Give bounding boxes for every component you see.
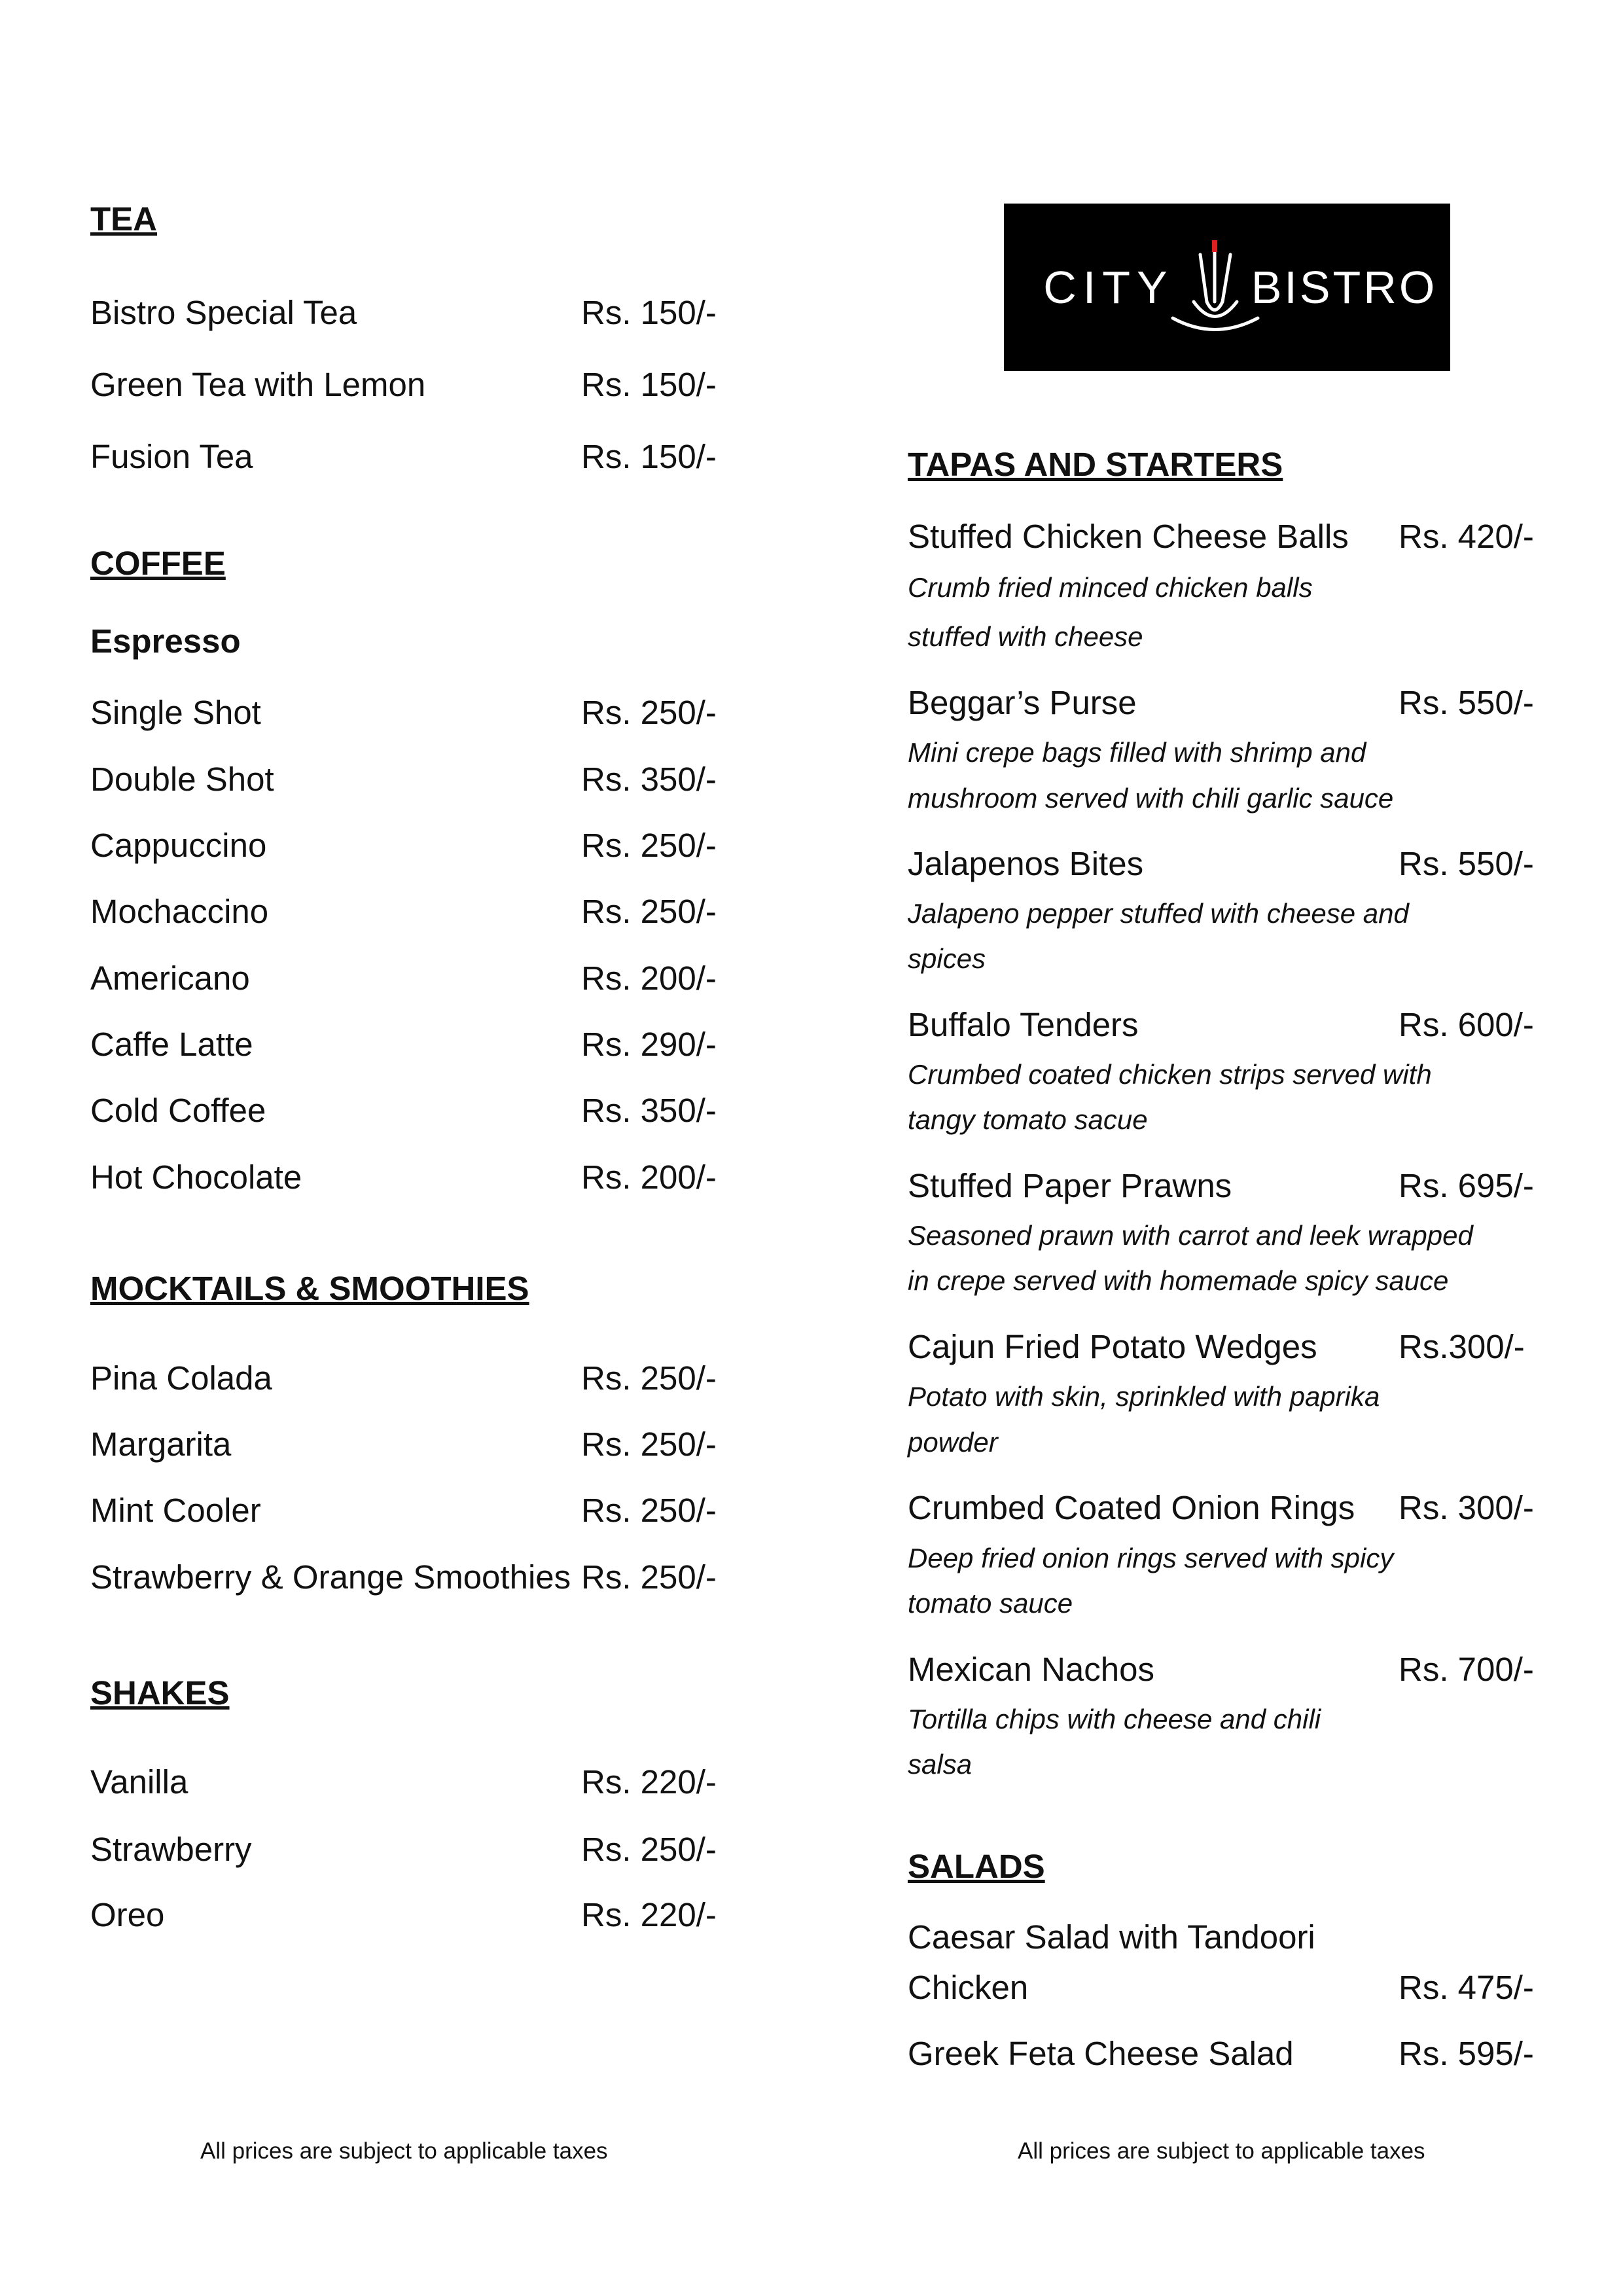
menu-item-price: Rs. 550/-: [1399, 684, 1534, 721]
menu-item-name: Caesar Salad with Tandoori: [908, 1918, 1315, 1956]
menu-item-name: Fusion Tea: [90, 438, 253, 475]
footer-note: All prices are subject to applicable taxes: [200, 2138, 608, 2164]
menu-item-name: Double Shot: [90, 761, 274, 798]
fork-cup-logo-icon: [1004, 204, 1450, 371]
menu-item-name: Buffalo Tenders: [908, 1006, 1139, 1043]
menu-item-description: mushroom served with chili garlic sauce: [908, 783, 1394, 814]
section-heading-tea: TEA: [90, 200, 157, 238]
menu-item-name: Mexican Nachos: [908, 1651, 1154, 1688]
menu-item-price: Rs. 150/-: [581, 438, 717, 475]
menu-item-name: Cappuccino: [90, 827, 267, 864]
menu-item-price: Rs. 550/-: [1399, 845, 1534, 882]
logo: [1004, 204, 1450, 371]
menu-item-name: Caffe Latte: [90, 1026, 253, 1063]
menu-item-price: Rs. 250/-: [581, 1426, 717, 1463]
logo-right-word: BISTRO: [1251, 262, 1438, 313]
section-heading-mocktails: MOCKTAILS & SMOOTHIES: [90, 1270, 529, 1307]
menu-item-name: Oreo: [90, 1896, 165, 1933]
menu-item-name: Strawberry: [90, 1831, 252, 1868]
menu-item-price: Rs. 350/-: [581, 761, 717, 798]
menu-item-price: Rs. 250/-: [581, 694, 717, 731]
menu-item-name: Green Tea with Lemon: [90, 366, 426, 403]
menu-item-price: Rs. 250/-: [581, 1359, 717, 1397]
menu-item-description: spices: [908, 943, 986, 974]
menu-item-description: Deep fried onion rings served with spicy: [908, 1543, 1394, 1573]
menu-item-price: Rs. 600/-: [1399, 1006, 1534, 1043]
menu-item-description: Mini crepe bags filled with shrimp and: [908, 737, 1366, 768]
menu-item-price: Rs. 150/-: [581, 366, 717, 403]
menu-item-name: Mint Cooler: [90, 1492, 261, 1529]
menu-item-price: Rs. 700/-: [1399, 1651, 1534, 1688]
menu-item-price: Rs. 695/-: [1399, 1167, 1534, 1204]
menu-item-name: Crumbed Coated Onion Rings: [908, 1489, 1355, 1526]
menu-item-name: Bistro Special Tea: [90, 294, 357, 331]
menu-item-price: Rs. 200/-: [581, 1158, 717, 1196]
menu-item-name: Americano: [90, 960, 250, 997]
menu-item-description: Potato with skin, sprinkled with paprika: [908, 1381, 1380, 1412]
menu-item-description: stuffed with cheese: [908, 621, 1143, 652]
menu-item-description: Jalapeno pepper stuffed with cheese and: [908, 898, 1409, 929]
menu-item-name: Cajun Fried Potato Wedges: [908, 1328, 1317, 1365]
menu-item-name: Strawberry & Orange Smoothies: [90, 1558, 571, 1596]
menu-item-description: in crepe served with homemade spicy sauce: [908, 1265, 1449, 1296]
menu-item-price: Rs. 200/-: [581, 960, 717, 997]
section-heading-shakes: SHAKES: [90, 1674, 230, 1712]
menu-item-price: Rs. 250/-: [581, 1492, 717, 1529]
menu-item-description: Crumb fried minced chicken balls: [908, 572, 1313, 603]
menu-item-name: Pina Colada: [90, 1359, 272, 1397]
menu-item-price: Rs. 290/-: [581, 1026, 717, 1063]
menu-item-price: Rs. 300/-: [1399, 1489, 1534, 1526]
menu-item-description: tangy tomato sacue: [908, 1104, 1148, 1135]
menu-item-name: Margarita: [90, 1426, 232, 1463]
section-heading-coffee: COFFEE: [90, 545, 226, 582]
menu-item-name: Stuffed Paper Prawns: [908, 1167, 1232, 1204]
menu-item-name: Mochaccino: [90, 893, 269, 930]
menu-item-price: Rs. 595/-: [1399, 2035, 1534, 2072]
menu-item-price: Rs. 250/-: [581, 1558, 717, 1596]
menu-item-price: Rs. 220/-: [581, 1763, 717, 1801]
footer-note: All prices are subject to applicable taxes: [1018, 2138, 1425, 2164]
menu-item-description: salsa: [908, 1749, 972, 1780]
menu-item-price: Rs.300/-: [1399, 1328, 1525, 1365]
menu-item-name: Stuffed Chicken Cheese Balls: [908, 518, 1349, 555]
menu-item-price: Rs. 350/-: [581, 1092, 717, 1129]
menu-item-description: Crumbed coated chicken strips served with: [908, 1059, 1432, 1090]
menu-item-price: Rs. 475/-: [1399, 1969, 1534, 2006]
menu-item-price: Rs. 420/-: [1399, 518, 1534, 555]
menu-item-name: Jalapenos Bites: [908, 845, 1144, 882]
section-heading-tapas: TAPAS AND STARTERS: [908, 446, 1283, 483]
menu-item-price: Rs. 250/-: [581, 893, 717, 930]
menu-item-description: Tortilla chips with cheese and chili: [908, 1704, 1321, 1734]
menu-item-name: Single Shot: [90, 694, 261, 731]
menu-item-description: tomato sauce: [908, 1588, 1073, 1619]
menu-item-price: Rs. 250/-: [581, 1831, 717, 1868]
menu-item-description: powder: [908, 1427, 998, 1458]
menu-item-name: Vanilla: [90, 1763, 188, 1801]
menu-item-price: Rs. 150/-: [581, 294, 717, 331]
subheading-espresso: Espresso: [90, 622, 241, 660]
menu-item-description: Seasoned prawn with carrot and leek wrapped: [908, 1220, 1473, 1251]
menu-item-name: Cold Coffee: [90, 1092, 266, 1129]
menu-item-price: Rs. 220/-: [581, 1896, 717, 1933]
section-heading-salads: SALADS: [908, 1848, 1045, 1885]
menu-item-price: Rs. 250/-: [581, 827, 717, 864]
menu-item-name: Hot Chocolate: [90, 1158, 302, 1196]
menu-item-name: Chicken: [908, 1969, 1029, 2006]
logo-left-word: CITY: [1043, 262, 1174, 313]
menu-item-name: Greek Feta Cheese Salad: [908, 2035, 1294, 2072]
menu-item-name: Beggar’s Purse: [908, 684, 1137, 721]
